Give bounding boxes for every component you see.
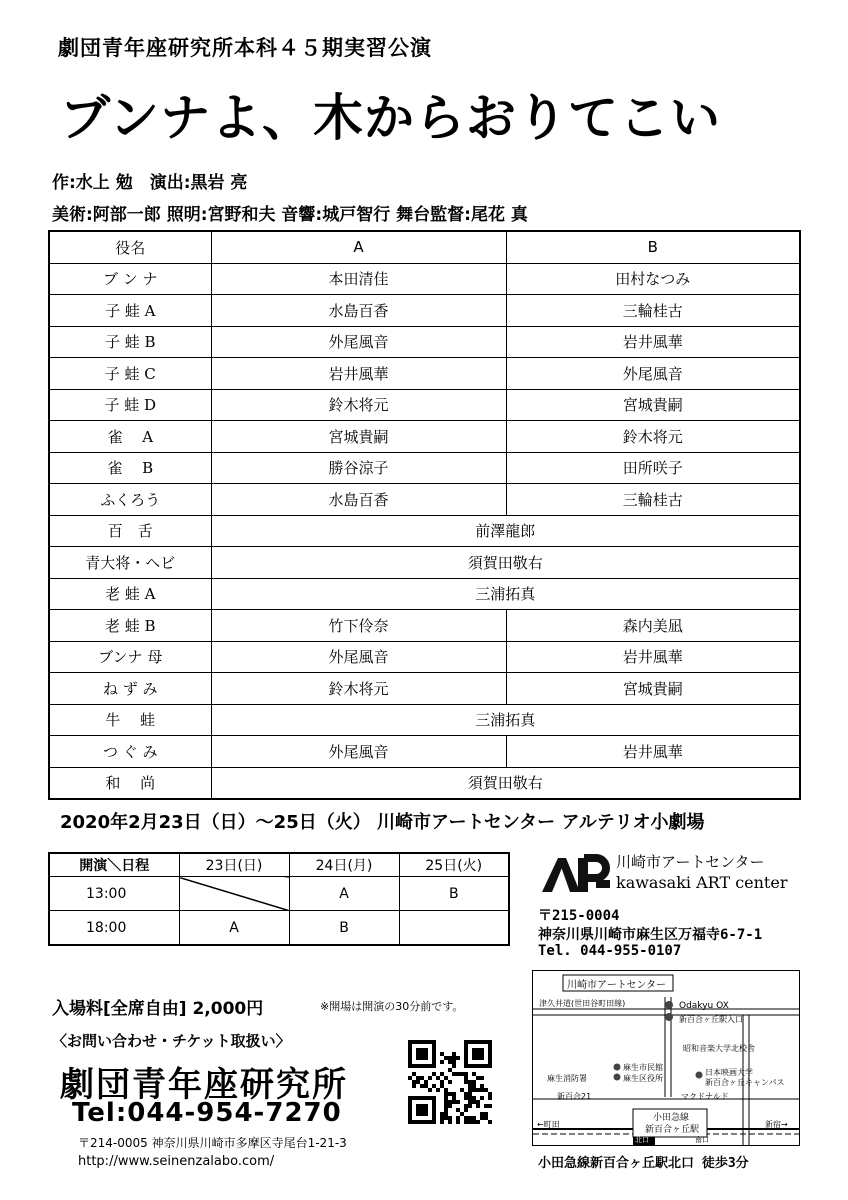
schedule-cell: B	[289, 911, 399, 946]
admission-fee: 入場料[全席自由] 2,000円	[52, 999, 264, 1019]
organizer-name: 劇団青年座研究所	[60, 1065, 348, 1105]
map-to-machida: ←町田	[537, 1120, 560, 1129]
cast-role: 百 舌	[49, 515, 211, 547]
cast-row	[49, 736, 800, 768]
map-ward: 麻生区役所	[623, 1074, 663, 1083]
map-civic: 麻生市民館	[623, 1063, 663, 1072]
performance-date-venue: 2020年2月23日（日）～25日（火） 川崎市アートセンター アルテリオ小劇場	[60, 812, 705, 833]
map-shinyuri21: 新百合21	[557, 1092, 592, 1101]
cast-row	[49, 389, 800, 421]
map-film-univ-2: 新百合ヶ丘キャンパス	[705, 1078, 785, 1087]
cast-role: 雀 A	[49, 421, 211, 453]
cast-role: 子 蛙 B	[49, 326, 211, 358]
cast-row	[49, 358, 800, 390]
cast-a: 外尾風音	[211, 736, 506, 768]
map-road-label: 津久井道(世田谷町田線)	[539, 999, 626, 1008]
qr-code-icon[interactable]	[408, 1040, 492, 1124]
schedule-header	[49, 853, 509, 877]
cast-role: 和 尚	[49, 767, 211, 799]
art-center-logo-icon	[540, 850, 612, 894]
cast-b: 田所咲子	[506, 452, 800, 484]
cast-a: 外尾風音	[211, 641, 506, 673]
map-caption: 小田急線新百合ヶ丘駅北口 徒歩3分	[538, 1156, 749, 1171]
map-title: 川崎市アートセンター	[567, 980, 666, 991]
map-film-univ-1: 日本映画大学	[705, 1068, 753, 1077]
cast-role: 老 蛙 A	[49, 578, 211, 610]
schedule-cell: A	[289, 877, 399, 911]
play-title: ブンナよ、木からおりてこい	[60, 89, 721, 147]
cast-role: 子 蛙 A	[49, 295, 211, 327]
organizer-tel: Tel:044-954-7270	[72, 1098, 342, 1128]
cast-row	[49, 452, 800, 484]
venue-name-jp: 川崎市アートセンター	[616, 853, 765, 871]
cast-role: 子 蛙 D	[49, 389, 211, 421]
cast-b: 宮城貴嗣	[506, 389, 800, 421]
cast-row	[49, 610, 800, 642]
cast-role: ブ ン ナ	[49, 263, 211, 295]
map-mcd: マクドナルド	[681, 1092, 729, 1101]
cast-both: 須賀田敬右	[211, 547, 800, 579]
cast-table	[48, 230, 801, 800]
venue-tel: Tel. 044-955-0107	[538, 943, 682, 959]
cast-a: 岩井風華	[211, 358, 506, 390]
map-to-shinjuku: 新宿→	[765, 1120, 788, 1129]
cast-both: 三浦拓真	[211, 578, 800, 610]
cast-b: 三輪桂古	[506, 484, 800, 516]
cast-row	[49, 673, 800, 705]
header-cast-b: B	[506, 231, 800, 263]
cast-a: 外尾風音	[211, 326, 506, 358]
map-showa: 昭和音楽大学北校舎	[683, 1044, 755, 1053]
credits-author-director: 作:水上 勉 演出:黒岩 亮	[52, 173, 248, 193]
inquiry-label: 〈お問い合わせ・チケット取扱い〉	[52, 1032, 291, 1050]
schedule-corner: 開演＼日程	[49, 853, 179, 877]
schedule-row	[49, 911, 509, 946]
cast-b: 田村なつみ	[506, 263, 800, 295]
cast-row	[49, 515, 800, 547]
cast-role: 老 蛙 B	[49, 610, 211, 642]
schedule-cell: A	[179, 911, 289, 946]
cast-b: 三輪桂古	[506, 295, 800, 327]
cast-b: 鈴木将元	[506, 421, 800, 453]
map-station-name: 新百合ヶ丘駅	[645, 1125, 700, 1135]
cast-a: 水島百香	[211, 484, 506, 516]
cast-both: 須賀田敬右	[211, 767, 800, 799]
schedule-time: 13:00	[49, 877, 179, 911]
map-south-exit: 南口	[695, 1136, 709, 1144]
venue-postal: 〒215-0004	[538, 908, 620, 924]
schedule-time: 18:00	[49, 911, 179, 946]
cast-a: 水島百香	[211, 295, 506, 327]
cast-a: 本田清佳	[211, 263, 506, 295]
event-subtitle: 劇団青年座研究所本科４５期実習公演	[58, 36, 432, 60]
cast-a: 宮城貴嗣	[211, 421, 506, 453]
schedule-cell-none	[179, 877, 289, 911]
cast-a: 竹下伶奈	[211, 610, 506, 642]
map-station-line: 小田急線	[653, 1113, 690, 1123]
map-odakyu-ox: Odakyu OX	[679, 1001, 729, 1011]
cast-row	[49, 767, 800, 799]
cast-table-header	[49, 231, 800, 263]
schedule-table	[48, 852, 510, 946]
cast-row	[49, 326, 800, 358]
cast-row	[49, 641, 800, 673]
map-fire: 麻生消防署	[547, 1074, 587, 1083]
cast-role: ブンナ 母	[49, 641, 211, 673]
organizer-url[interactable]: http://www.seinenzalabo.com/	[78, 1154, 275, 1169]
cast-both: 前澤龍郎	[211, 515, 800, 547]
cast-row	[49, 421, 800, 453]
cast-row	[49, 295, 800, 327]
cast-a: 勝谷涼子	[211, 452, 506, 484]
header-cast-a: A	[211, 231, 506, 263]
cast-role: つ ぐ み	[49, 736, 211, 768]
schedule-day: 25日(火)	[399, 853, 509, 877]
cast-b: 宮城貴嗣	[506, 673, 800, 705]
cast-row	[49, 578, 800, 610]
cast-role: 牛 蛙	[49, 704, 211, 736]
venue-address: 神奈川県川崎市麻生区万福寺6-7-1	[538, 927, 763, 943]
cast-row	[49, 484, 800, 516]
cast-b: 岩井風華	[506, 641, 800, 673]
cast-both: 三浦拓真	[211, 704, 800, 736]
cast-row	[49, 547, 800, 579]
cast-row	[49, 704, 800, 736]
cast-role: 青大将・ヘビ	[49, 547, 211, 579]
admission-note: ※開場は開演の30分前です。	[320, 1000, 464, 1013]
map-north-exit: 北口	[635, 1136, 649, 1144]
schedule-day: 23日(日)	[179, 853, 289, 877]
schedule-day: 24日(月)	[289, 853, 399, 877]
cast-b: 外尾風音	[506, 358, 800, 390]
schedule-row	[49, 877, 509, 911]
schedule-cell: B	[399, 877, 509, 911]
organizer-address: 〒214-0005 神奈川県川崎市多摩区寺尾台1-21-3	[78, 1136, 347, 1150]
cast-b: 岩井風華	[506, 736, 800, 768]
credits-staff: 美術:阿部一郎 照明:宮野和夫 音響:城戸智行 舞台監督:尾花 真	[52, 205, 528, 225]
cast-role: ふくろう	[49, 484, 211, 516]
access-map	[532, 970, 800, 1146]
map-ox-sub: 新百合ヶ丘駅入口	[679, 1015, 743, 1024]
header-role: 役名	[49, 231, 211, 263]
cast-a: 鈴木将元	[211, 673, 506, 705]
cast-role: 雀 B	[49, 452, 211, 484]
cast-a: 鈴木将元	[211, 389, 506, 421]
cast-role: ね ず み	[49, 673, 211, 705]
cast-b: 森内美凪	[506, 610, 800, 642]
cast-row	[49, 263, 800, 295]
schedule-cell	[399, 911, 509, 946]
venue-name-en: kawasaki ART center	[616, 873, 788, 892]
cast-role: 子 蛙 C	[49, 358, 211, 390]
cast-b: 岩井風華	[506, 326, 800, 358]
